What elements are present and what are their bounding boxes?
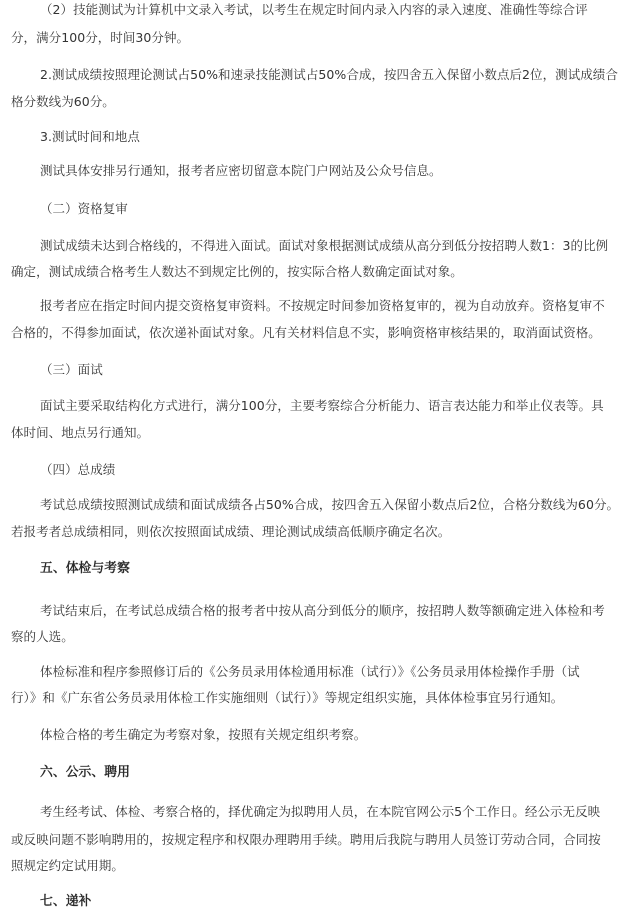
score-composition-line-2: 格分数线为60分。 [11,94,115,109]
interview-heading: （三）面试 [40,362,103,377]
skill-test-line-2: 分，满分100分，时间30分钟。 [11,30,190,45]
total-score-heading: （四）总成绩 [40,462,116,477]
exam-selection-line-2: 察的人选。 [11,629,74,644]
section-5-heading: 五、体检与考察 [40,561,130,576]
section-6-heading: 六、公示、聘用 [40,765,130,780]
total-score-paragraph-line-1: 考试总成绩按照测试成绩和面试成绩各占50%合成，按四舍五入保留小数点后2位，合格分数线为60分。 [40,497,620,512]
hiring-paragraph-line-2: 或反映问题不影响聘用的，按规定程序和权限办理聘用手续。聘用后我院与聘用人员签订劳动合同，合同按 [11,832,601,847]
total-score-paragraph-line-2: 若报考者总成绩相同，则依次按照面试成绩、理论测试成绩高低顺序确定名次。 [11,524,451,539]
exam-selection-line-1: 考试结束后，在考试总成绩合格的报考者中按从高分到低分的顺序，按招聘人数等额确定进入体检和考 [40,603,605,618]
hiring-paragraph-line-1: 考生经考试、体检、考察合格的，择优确定为拟聘用人员，在本院官网公示5个工作日。经公示无反映 [40,804,601,819]
review-paragraph-1-line-2: 确定，测试成绩合格考生人数达不到规定比例的，按实际合格人数确定面试对象。 [11,264,463,279]
inspection-paragraph: 体检合格的考生确定为考察对象，按照有关规定组织考察。 [40,727,367,742]
interview-paragraph-line-1: 面试主要采取结构化方式进行，满分100分，主要考察综合分析能力、语言表达能力和举止仪表等。具 [40,398,604,413]
review-paragraph-2-line-2: 合格的，不得参加面试，依次递补面试对象。凡有关材料信息不实，影响资格审核结果的，取消面试资格。 [11,325,601,340]
hiring-paragraph-line-3: 照规定约定试用期。 [11,858,124,873]
test-time-paragraph: 测试具体安排另行通知，报考者应密切留意本院门户网站及公众号信息。 [40,163,442,178]
physical-exam-line-2: 行）》和《广东省公务员录用体检工作实施细则（试行）》等规定组织实施，具体体检事宜另行通知。 [11,690,564,705]
interview-paragraph-line-2: 体时间、地点另行通知。 [11,425,150,440]
skill-test-line-1: （2）技能测试为计算机中文录入考试，以考生在规定时间内录入内容的录入速度、准确性等综合评 [40,2,588,17]
review-paragraph-1-line-1: 测试成绩未达到合格线的，不得进入面试。面试对象根据测试成绩从高分到低分按招聘人数1：3的比例 [40,238,609,253]
score-composition-line-1: 2.测试成绩按照理论测试占50%和速录技能测试占50%合成，按四舍五入保留小数点后2位，测试成绩合 [40,67,618,82]
test-time-heading: 3.测试时间和地点 [40,129,140,144]
physical-exam-line-1: 体检标准和程序参照修订后的《公务员录用体检通用标准（试行）》《公务员录用体检操作手册（试 [40,664,580,679]
section-7-heading: 七、递补 [40,894,92,909]
review-paragraph-2-line-1: 报考者应在指定时间内提交资格复审资料。不按规定时间参加资格复审的，视为自动放弃。资格复审不 [40,298,605,313]
qualification-review-heading: （二）资格复审 [40,201,128,216]
